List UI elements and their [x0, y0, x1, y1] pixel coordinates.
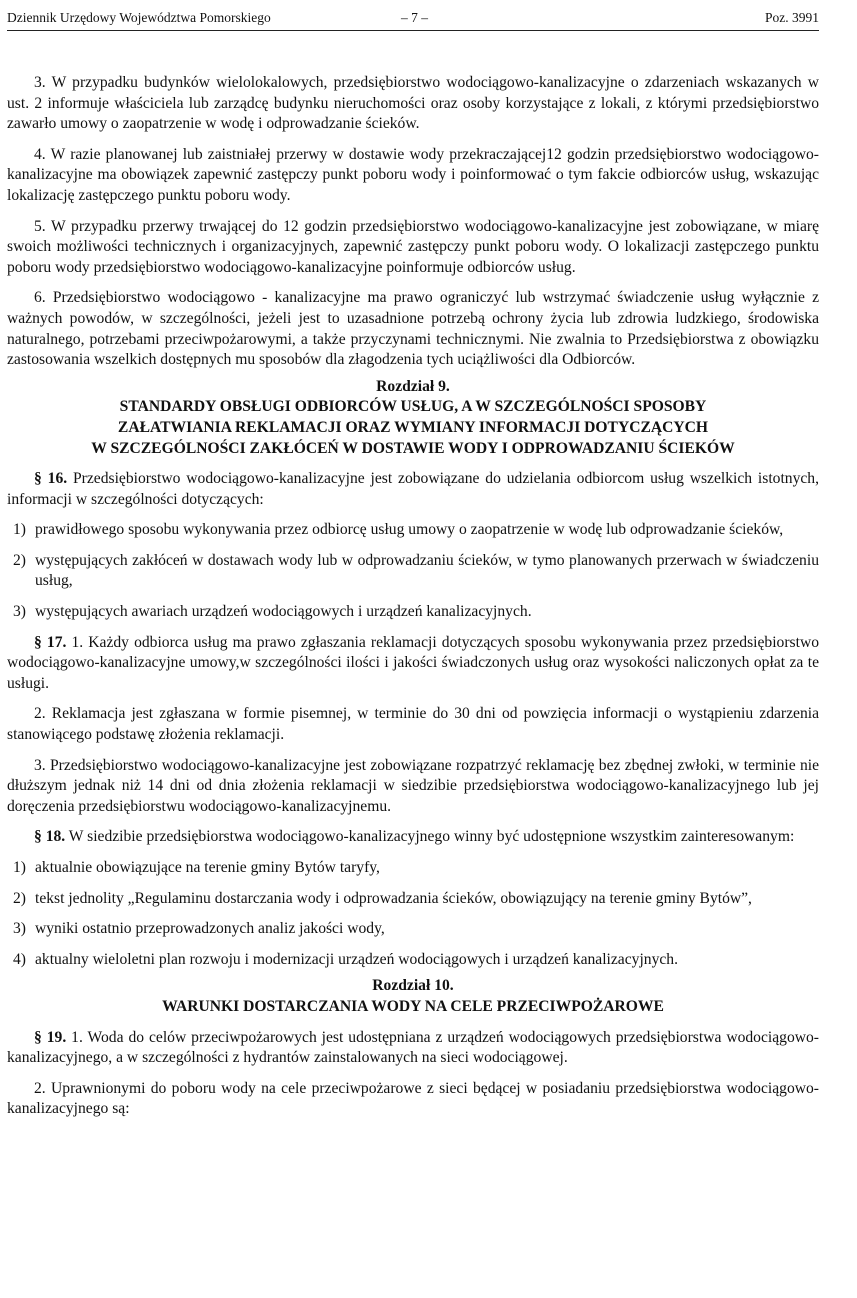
paragraph: 5. W przypadku przerwy trwającej do 12 godzin przedsiębiorstwo wodociągowo-kanalizacyjne jest zobowiązane, w miarę swoich możliwości technicznych i organizacyjnych, zapewnić zastępczy punkt poboru wody. O lokalizacji zastępczego punktu poboru wody przedsiębiorstwo wodociągowo-kanalizacyjne poinformuje odbiorców usług. [7, 217, 819, 276]
paragraph: 6. Przedsiębiorstwo wodociągowo - kanalizacyjne ma prawo ograniczyć lub wstrzymać świadczenie usług wyłącznie z ważnych powodów, w szczególności, jeżeli jest to uzasadnione potrzebą ochrony życia lub zdrowia ludzkiego, środowiska naturalnego, potrzebami przeciwpożarowymi, a także przyczynami technicznymi. Nie zwalnia to Przedsiębiorstwa z obowiązku zastosowania wszelkich dostępnych mu sposobów dla złagodzenia tych uciążliwości dla Odbiorców. [7, 289, 819, 369]
list-number: 3) [13, 603, 26, 621]
list-item [7, 919, 819, 940]
list-item [7, 602, 819, 623]
chapter-10-heading [7, 976, 819, 1017]
document-body [7, 31, 819, 1120]
journal-title: Dziennik Urzędowy Województwa Pomorskiego [7, 10, 271, 25]
chapter-label: Rozdział 10. [372, 977, 454, 995]
section-mark: § 18. [34, 828, 66, 846]
list-number: 2) [13, 551, 26, 569]
list-text: występujących awariach urządzeń wodociągowych i urządzeń kanalizacyjnych. [35, 603, 532, 621]
page-number: – 7 – [401, 10, 428, 25]
section-text: Przedsiębiorstwo wodociągowo-kanalizacyjne jest zobowiązane do udzielania odbiorcom usług wszelkich istotnych, informacji w szczególności dotyczących: [7, 470, 820, 508]
section-text: 1. Każdy odbiorca usług ma prawo zgłaszania reklamacji dotyczących sposobu wykonywania przez przedsiębiorstwo wodociągowo-kanalizacyjne umowy,w szczególności ilości i jakości świadczonych usług oraz wysokości naliczonych opłat za te usługi. [7, 633, 819, 692]
list-text: aktualny wieloletni plan rozwoju i modernizacji urządzeń wodociągowych i urządzeń kanalizacyjnych. [35, 950, 678, 968]
list-number: 1) [13, 521, 26, 539]
section-19 [7, 1028, 819, 1069]
chapter-title-line: STANDARDY OBSŁUGI ODBIORCÓW USŁUG, A W SZCZEGÓLNOŚCI SPOSOBY [119, 398, 707, 416]
section-text: W siedzibie przedsiębiorstwa wodociągowo-kanalizacyjnego winny być udostępnione wszystkim zainteresowanym: [65, 828, 795, 846]
list-text: tekst jednolity „Regulaminu dostarczania wody i odprowadzania ścieków, obowiązujący na terenie gminy Bytów”, [35, 889, 752, 907]
section-mark: § 16. [34, 470, 68, 488]
position-number: Poz. 3991 [765, 10, 819, 25]
chapter-9-heading [7, 377, 819, 459]
list-item [7, 950, 819, 971]
list-text: występujących zakłóceń w dostawach wody lub w odprowadzaniu ścieków, w tymo planowanych przerwach w świadczeniu usług, [35, 551, 819, 590]
list-item [7, 889, 819, 910]
list-item [7, 551, 819, 592]
list-number: 4) [13, 950, 26, 968]
paragraph: 2. Reklamacja jest zgłaszana w formie pisemnej, w terminie do 30 dni od powzięcia informacji o wystąpieniu zdarzenia stanowiącego podstawę złożenia reklamacji. [7, 705, 819, 744]
list-number: 2) [13, 889, 26, 907]
chapter-title-line: WARUNKI DOSTARCZANIA WODY NA CELE PRZECIWPOŻAROWE [162, 997, 664, 1015]
section-18 [7, 827, 819, 848]
list-item [7, 858, 819, 879]
section-mark: § 17. [34, 633, 67, 651]
chapter-title-line: W SZCZEGÓLNOŚCI ZAKŁÓCEŃ W DOSTAWIE WODY I ODPROWADZANIU ŚCIEKÓW [91, 439, 735, 457]
paragraph: 3. W przypadku budynków wielolokalowych, przedsiębiorstwo wodociągowo-kanalizacyjne o zdarzeniach wskazanych w ust. 2 informuje właściciela lub zarządcę budynku nieruchomości oraz osoby korzystające z lokali, z którymi przedsiębiorstwo zawarło umowy o zaopatrzenie w wodę i odprowadzanie ścieków. [7, 74, 819, 133]
section-mark: § 19. [34, 1028, 67, 1046]
list-item [7, 520, 819, 541]
paragraph: 4. W razie planowanej lub zaistniałej przerwy w dostawie wody przekraczającej12 godzin przedsiębiorstwo wodociągowo-kanalizacyjne ma obowiązek zapewnić zastępczy punkt poboru wody i poinformować o tym fakcie odbiorców usług, wskazując lokalizację zastępczego punktu poboru wody. [7, 145, 819, 204]
page-header [7, 8, 819, 31]
section-16 [7, 469, 819, 510]
list-text: prawidłowego sposobu wykonywania przez odbiorcę usług umowy o zaopatrzenie w wodę lub odprowadzanie ścieków, [35, 521, 784, 539]
chapter-label: Rozdział 9. [376, 377, 450, 395]
list-text: aktualnie obowiązujące na terenie gminy Bytów taryfy, [35, 859, 380, 876]
section-17 [7, 633, 819, 695]
paragraph: 3. Przedsiębiorstwo wodociągowo-kanalizacyjne jest zobowiązane rozpatrzyć reklamację bez zbędnej zwłoki, w terminie nie dłuższym jednak niż 14 dni od dnia złożenia reklamacji w siedzibie przedsiębiorstwa wodociągowo-kanalizacyjnego lub jej doręczenia przedsiębiorstwu wodociągowo-kanalizacyjnemu. [7, 756, 819, 815]
list-number: 3) [13, 920, 26, 938]
list-number: 1) [13, 859, 26, 876]
paragraph: 2. Uprawnionymi do poboru wody na cele przeciwpożarowe z sieci będącej w posiadaniu przedsiębiorstwa wodociągowo-kanalizacyjnego są: [7, 1079, 819, 1118]
chapter-title-line: ZAŁATWIANIA REKLAMACJI ORAZ WYMIANY INFORMACJI DOTYCZĄCYCH [117, 418, 709, 436]
list-text: wyniki ostatnio przeprowadzonych analiz jakości wody, [35, 920, 385, 938]
section-text: 1. Woda do celów przeciwpożarowych jest udostępniana z urządzeń wodociągowych przedsiębiorstwa wodociągowo-kanalizacyjnego, a w szczególności z hydrantów zainstalowanych na sieci wodociągowej. [7, 1028, 819, 1067]
